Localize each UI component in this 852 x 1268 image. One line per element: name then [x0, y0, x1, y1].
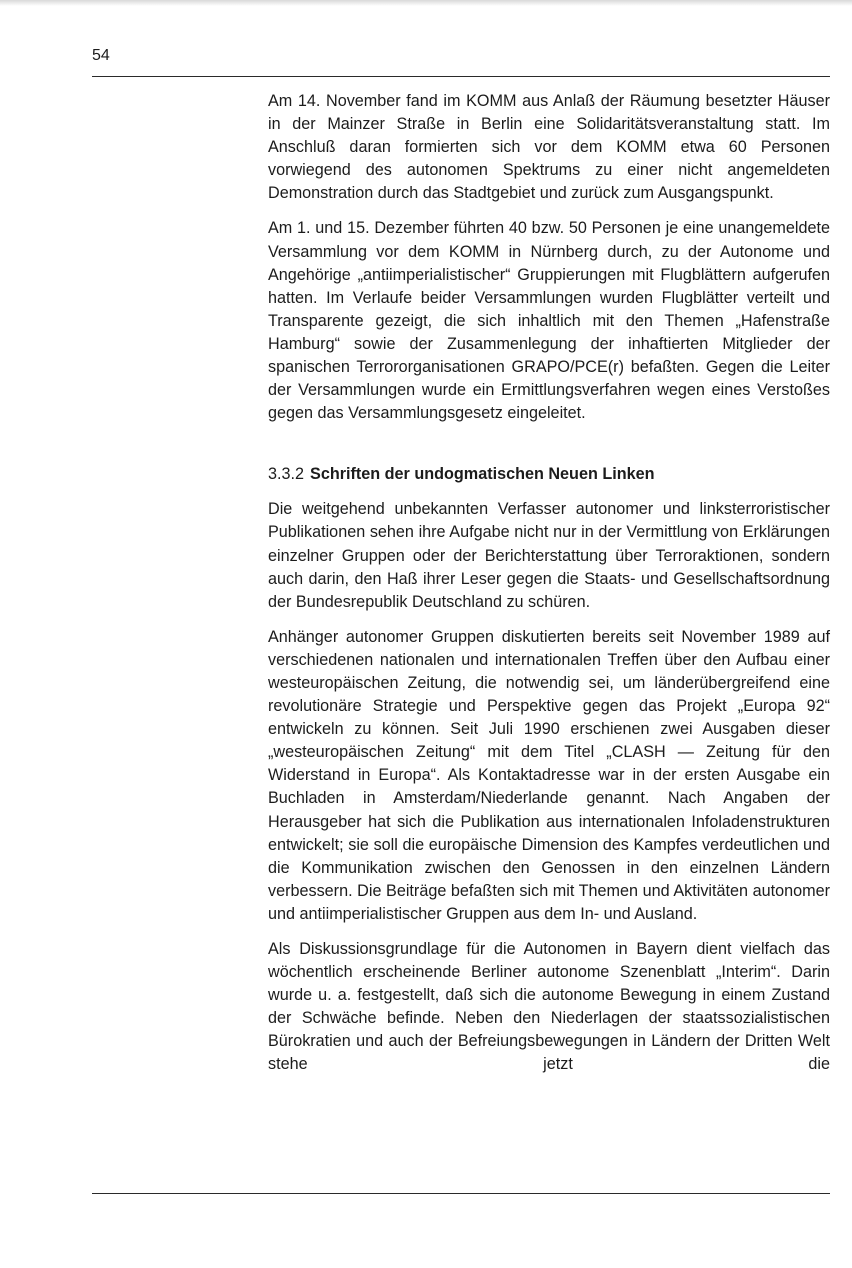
paragraph: Am 14. November fand im KOMM aus Anlaß der Räumung besetzter Häuser in der Mainzer Straße in Berlin eine Solidaritätsveranstaltung statt. Im Anschluß daran formierten sich vor dem KOMM etwa 60 Personen vorwiegend des autonomen Spektrums zu einer nicht angemeldeten Demonstration durch das Stadtgebiet und zurück zum Ausgangspunkt. [268, 92, 830, 203]
page-number: 54 [92, 47, 110, 64]
page-body [268, 90, 830, 1077]
paragraph: Anhänger autonomer Gruppen diskutierten bereits seit November 1989 auf verschiedenen nationalen und internationalen Treffen über den Aufbau einer westeuropäischen Zeitung, die notwendig sei, um länderübergreifend eine revolutionäre Strategie und Perspektive gegen das Projekt „Europa 92“ entwickeln zu können. Seit Juli 1990 erschienen zwei Ausgaben dieser „westeuropäischen Zeitung“ mit dem Titel „CLASH — Zeitung für den Widerstand in Europa“. Als Kontaktadresse war in der ersten Ausgabe ein Buchladen in Amsterdam/Niederlande genannt. Nach Angaben der Herausgeber hat sich die Publikation aus internationalen Infoladenstrukturen entwickelt; sie soll die europäische Dimension des Kampfes verdeutlichen und die Kommunikation zwischen den Genossen in den einzelnen Ländern verbessern. Die Beiträge befaßten sich mit Themen und Aktivitäten autonomer und antiimperialistischer Gruppen aus dem In- und Ausland. [268, 627, 830, 923]
section-heading [268, 463, 830, 486]
scan-top-edge [0, 0, 852, 6]
header-rule [92, 76, 830, 77]
footer-rule [92, 1193, 830, 1194]
paragraph: Am 1. und 15. Dezember führten 40 bzw. 50 Personen je eine unangemeldete Versammlung vor dem KOMM in Nürnberg durch, zu der Autonome und Angehörige „antiimperialistischer“ Gruppierungen mit Flugblättern aufgerufen hatten. Im Verlaufe beider Versammlungen wurden Flugblätter verteilt und Transparente gezeigt, die sich inhaltlich mit den Themen „Hafenstraße Hamburg“ sowie der Zusammenlegung der inhaftierten Mitglieder der spanischen Terrororganisationen GRAPO/PCE(r) befaßten. Gegen die Leiter der Versammlungen wurde ein Ermittlungsverfahren wegen eines Verstoßes gegen das Versammlungsgesetz eingeleitet. [268, 219, 830, 423]
paragraph: Die weitgehend unbekannten Verfasser autonomer und linksterroristischer Publikationen sehen ihre Aufgabe nicht nur in der Vermittlung von Erklärungen einzelner Gruppen oder der Berichterstattung über Terroraktionen, sondern auch darin, den Haß ihrer Leser gegen die Staats- und Gesellschaftsordnung der Bundesrepublik Deutschland zu schüren. [268, 500, 830, 611]
section-number: 3.3.2 [268, 465, 305, 484]
section-title: Schriften der undogmatischen Neuen Linken [310, 465, 655, 484]
paragraph: Als Diskussionsgrundlage für die Autonomen in Bayern dient vielfach das wöchentlich erscheinende Berliner autonome Szenenblatt „Interim“. Darin wurde u. a. festgestellt, daß sich die autonome Bewegung in einem Zustand der Schwäche befinde. Neben den Niederlagen der staatssozialistischen Bürokratien und auch der Befreiungsbewegungen in Ländern der Dritten Welt stehe jetzt die [268, 940, 830, 1074]
